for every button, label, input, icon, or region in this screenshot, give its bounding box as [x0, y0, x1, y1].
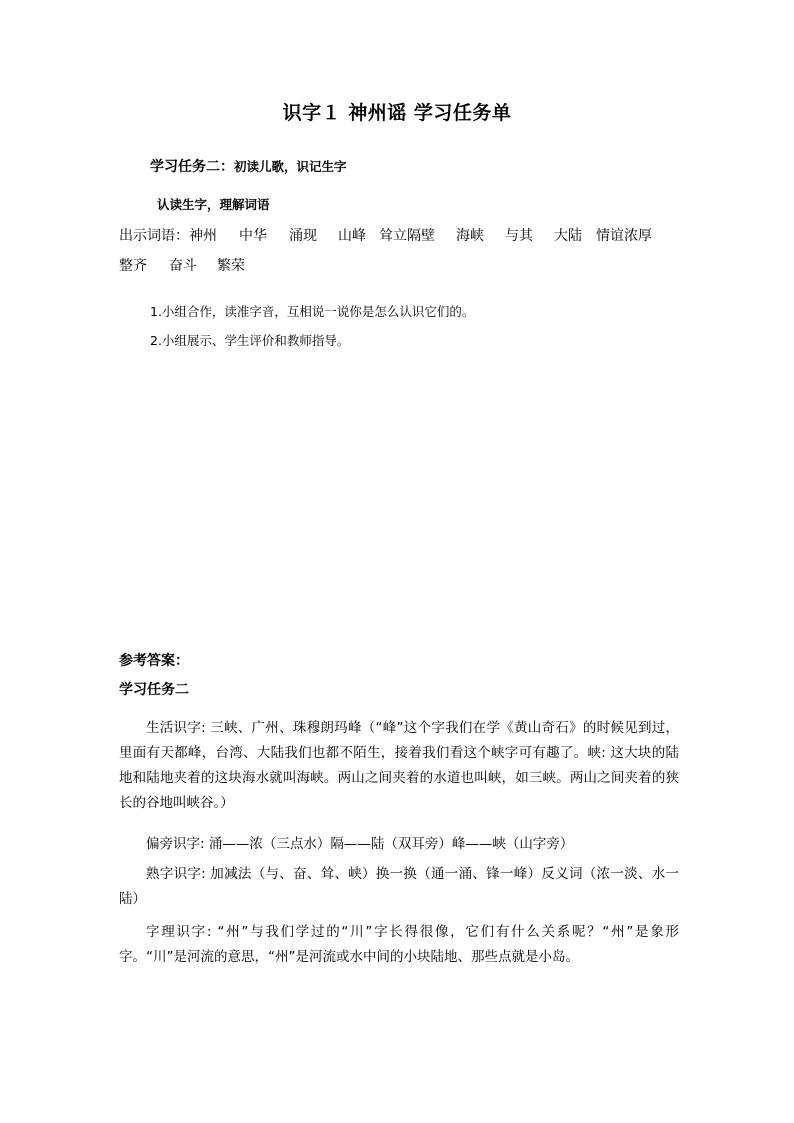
word-item: 繁荣	[217, 258, 245, 274]
word-item: 耸立隔壁	[379, 228, 435, 244]
word-item: 中华	[239, 228, 267, 244]
step-2: 2.小组展示、学生评价和教师指导。	[150, 333, 350, 348]
word-item: 情谊浓厚	[596, 228, 652, 244]
word-item: 整齐	[119, 258, 147, 274]
answer-paragraph-theory: 字理识字: “州”与我们学过的“川”字长得很像，它们有什么关系呢？“州”是象形字。“川”是河流的意思，“州”是河流或水中间的小块陆地、那些点就是小岛。	[119, 924, 679, 965]
word-item: 海峡	[456, 228, 484, 244]
answer-paragraph-familiar: 熟字识字: 加减法（与、奋、耸、峡）换一换（通一涌、锋一峰）反义词（浓一淡、水一陆）	[119, 866, 679, 907]
word-item: 涌现	[289, 228, 317, 244]
task2-subtitle: 初读儿歌，识记生字	[234, 159, 347, 174]
answer-task-heading: 学习任务二	[119, 682, 189, 698]
section-heading: 认读生字，理解词语	[157, 197, 270, 212]
step-1: 1.小组合作，读准字音，互相说一说你是怎么认识它们的。	[150, 304, 475, 319]
answer-paragraph-radical: 偏旁识字: 涌——浓（三点水）隔——陆（双耳旁）峰——峡（山字旁）	[146, 836, 574, 852]
task2-heading	[150, 156, 347, 176]
word-item: 山峰	[338, 228, 366, 244]
task2-label: 学习任务二：	[150, 159, 234, 175]
word-item: 神州	[189, 228, 217, 244]
word-item: 与其	[505, 228, 533, 244]
document-title: 识字１ 神州谣 学习任务单	[282, 102, 512, 124]
word-item: 大陆	[554, 228, 582, 244]
answer-paragraph-life: 生活识字: 三峡、广州、珠穆朗玛峰（“峰”这个字我们在学《黄山奇石》的时候见到过，里面有天都峰，台湾、大陆我们也都不陌生，接着我们看这个峡字可有趣了。峡: 这大块的陆地和陆地夹着的这块海水就叫海峡。两山之间夹着的水道也叫峡，如三峡。两山之间夹着的狭长的谷地叫峡谷。）	[119, 720, 679, 811]
word-item: 奋斗	[169, 258, 197, 274]
words-label: 出示词语：	[119, 228, 189, 244]
answer-heading: 参考答案：	[119, 653, 189, 669]
